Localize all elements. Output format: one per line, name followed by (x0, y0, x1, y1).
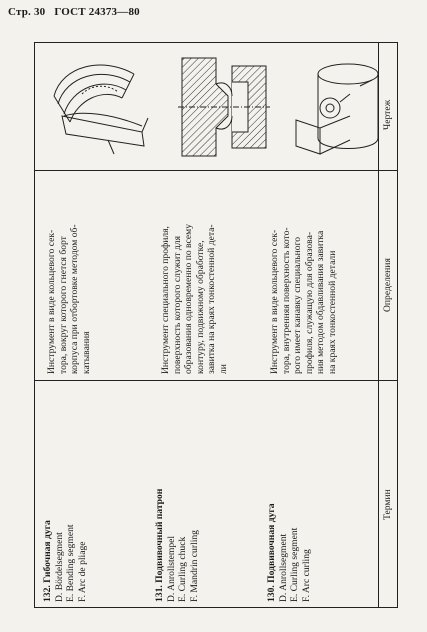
column-header-definition: Определения (382, 258, 393, 312)
curling-chuck-drawing (176, 52, 272, 162)
page-header (8, 6, 146, 18)
page-number: Стр. 30 (8, 6, 46, 18)
row-term: 130. Подвивочная дуга D. Anrollsegment E. Curling segment F. Arc curling (266, 503, 312, 602)
row-definition: Инструмент в виде кольцевого сек- тора, вокруг которого гнется борт корпуса при отбортовке методом об- катывания (46, 224, 92, 374)
bending-segment-drawing (290, 54, 388, 162)
row-definition: Инструмент специального профиля, поверхность которого служит для образования одновременно по всему контуру, подвижному обработке, завитка на краях тонкостенной дета- ли (160, 223, 229, 374)
row-term: 132. Гибочная дуга D. Bördelsegment E. Bending segment F. Arc de pliage (42, 520, 88, 602)
column-header-drawing: Чертеж (382, 99, 393, 130)
standard-code: ГОСТ 24373—80 (54, 6, 140, 18)
column-header-term: Термин (382, 489, 393, 520)
terms-table (34, 42, 398, 608)
row-definition: Инструмент в виде кольцевого сек- тора, внутренняя поверхность кото- рого имеет канавку специального профиля, служащую для образова- ния методом обдавливания завитка на краях тонкостенной детали (269, 227, 338, 374)
row-term: 131. Подвивочный патрон D. Anrollstempel E. Curling chuck F. Mandrin curling (154, 488, 200, 602)
curling-segment-drawing (42, 56, 152, 158)
